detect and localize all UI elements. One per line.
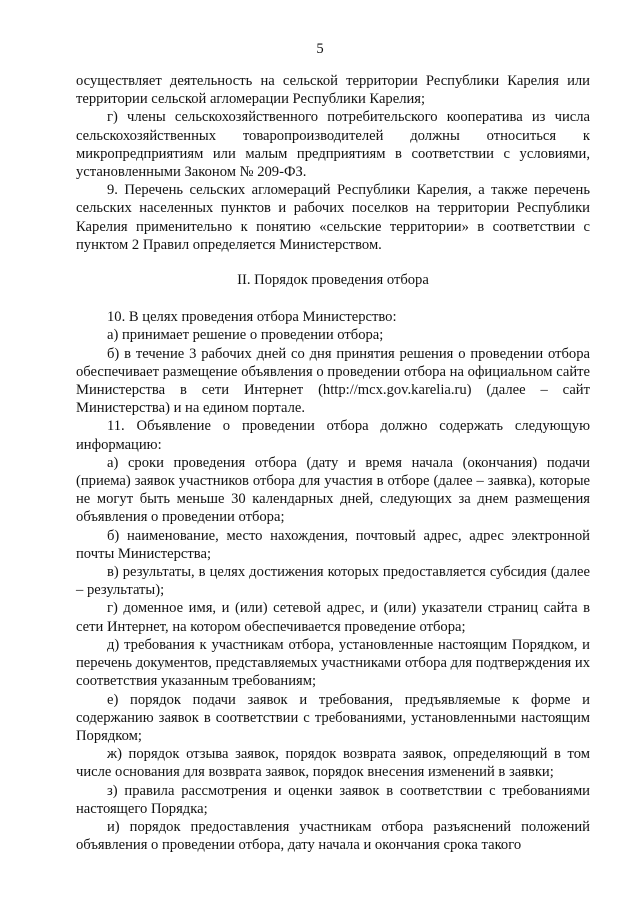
paragraph: 9. Перечень сельских агломераций Республики Карелия, а также перечень сельских населенных пунктов и рабочих поселков на территории Республики Карелия применительно к понятию «сельские территории» в соответствии с пунктом 2 Правил определяется Министерством. — [76, 182, 590, 253]
paragraph: б) в течение 3 рабочих дней со дня принятия решения о проведении отбора обеспечивает размещение объявления о проведении отбора на официальном сайте Министерства в сети Интернет (http://mcx.gov.karelia.ru) (далее – сайт Министерства) и на едином портале. — [76, 345, 590, 417]
paragraph: 10. В целях проведения отбора Министерство: — [107, 309, 397, 326]
section-heading: II. Порядок проведения отбора — [237, 272, 429, 289]
paragraph: ж) порядок отзыва заявок, порядок возврата заявок, определяющий в том числе основания для возврата заявок, порядок внесения изменений в заявки; — [76, 746, 590, 781]
page-number: 5 — [316, 41, 324, 57]
paragraph: в) результаты, в целях достижения которых предоставляется субсидия (далее – результаты); — [76, 564, 590, 599]
document-body — [76, 72, 590, 854]
paragraph: а) принимает решение о проведении отбора; — [107, 327, 384, 344]
paragraph: б) наименование, место нахождения, почтовый адрес, адрес электронной почты Министерства; — [76, 527, 590, 562]
paragraph: е) порядок подачи заявок и требования, предъявляемые к форме и содержанию заявок в соответствии с требованиями, установленными настоящим Порядком; — [76, 691, 590, 744]
paragraph: д) требования к участникам отбора, установленные настоящим Порядком, и перечень документов, представляемых участниками отбора для подтверждения их соответствия указанным требованиям; — [76, 636, 590, 690]
paragraph: з) правила рассмотрения и оценки заявок в соответствии с требованиями настоящего Порядка; — [76, 782, 590, 817]
paragraph: а) сроки проведения отбора (дату и время начала (окончания) подачи (приема) заявок участников отбора для участия в отборе (далее – заявка), которые не могут быть меньше 30 календарных дней, следующих за днем размещения объявления о проведении отбора; — [76, 454, 590, 526]
paragraph: и) порядок предоставления участникам отбора разъяснений положений объявления о проведении отбора, дату начала и окончания срока такого — [76, 818, 590, 854]
paragraph: г) члены сельскохозяйственного потребительского кооператива из числа сельскохозяйственных товаропроизводителей должны относиться к микропредприятиям или малым предприятиям в соответствии с условиями, установленными Законом № 209-ФЗ. — [76, 109, 590, 181]
paragraph: осуществляет деятельность на сельской территории Республики Карелия или территории сельской агломерации Республики Карелия; — [76, 73, 590, 108]
paragraph: г) доменное имя, и (или) сетевой адрес, и (или) указатели страниц сайта в сети Интернет, на котором обеспечивается проведение отбора; — [76, 600, 590, 635]
paragraph: 11. Объявление о проведении отбора должно содержать следующую информацию: — [76, 418, 590, 453]
